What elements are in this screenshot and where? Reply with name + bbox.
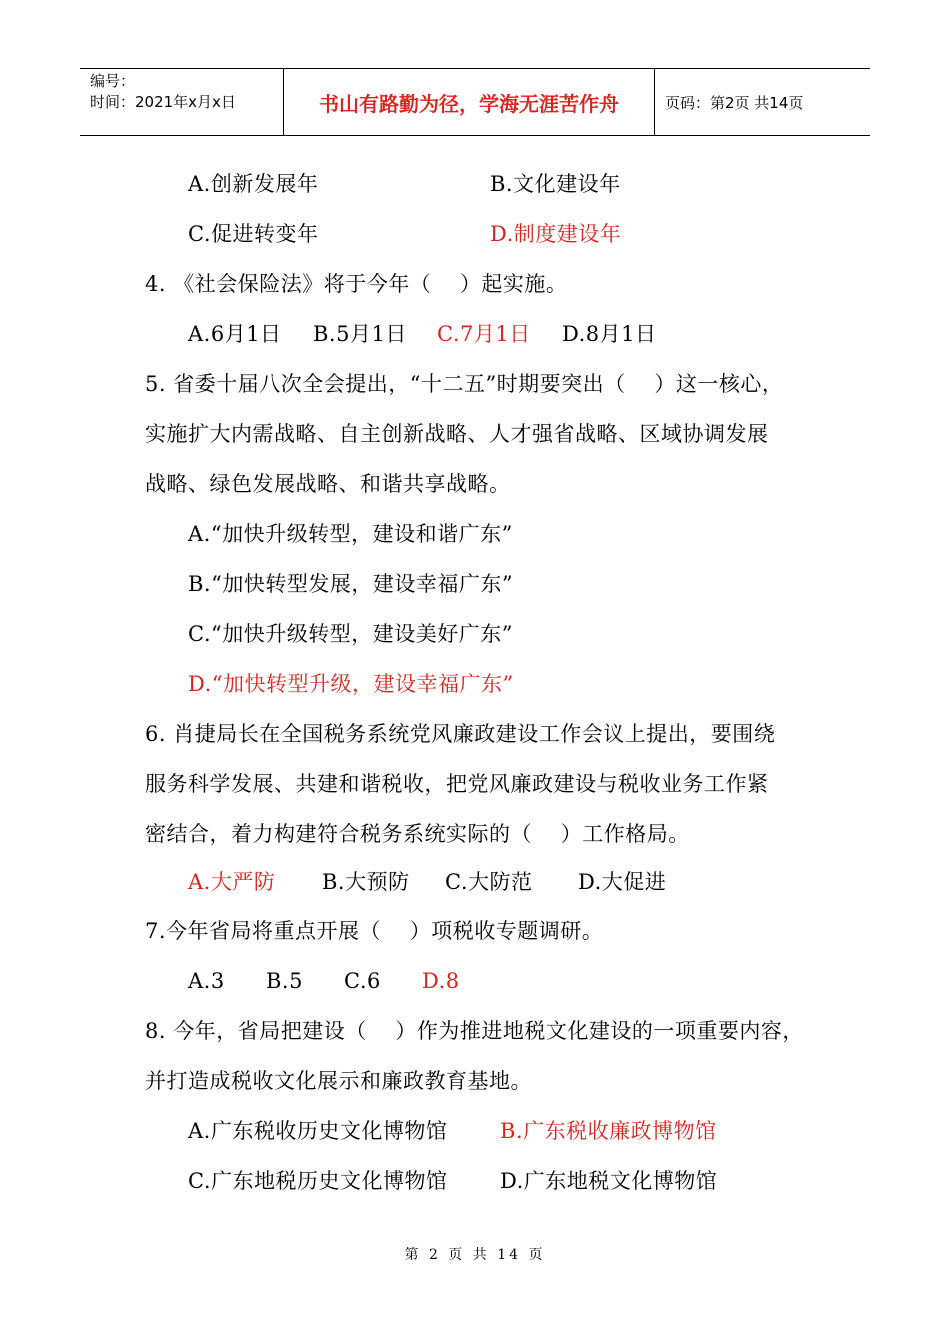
q8-opt-b: B.广东税收廉政博物馆 — [500, 1119, 717, 1143]
q8-opt-d: D.广东地税文化博物馆 — [500, 1169, 718, 1193]
q8-stem-2: 并打造成税收文化展示和廉政教育基地。 — [145, 1069, 532, 1093]
q3-opt-c: C.促进转变年 — [188, 222, 319, 246]
header-number-label: 编号： — [90, 72, 136, 90]
page-header — [80, 68, 870, 136]
q6-opt-b: B.大预防 — [322, 870, 410, 894]
q8-opt-c: C.广东地税历史文化博物馆 — [188, 1169, 448, 1193]
q4-opt-a: A.6月1日 — [188, 322, 282, 346]
header-meta — [80, 69, 283, 135]
q5-stem-2: 实施扩大内需战略、自主创新战略、人才强省战略、区域协调发展 — [145, 422, 769, 446]
q8-stem-1: 8. 今年，省局把建设（ ）作为推进地税文化建设的一项重要内容， — [145, 1019, 804, 1043]
q6-opt-a: A.大严防 — [188, 870, 276, 894]
q4-opt-d: D.8月1日 — [562, 322, 657, 346]
q4-opt-b: B.5月1日 — [313, 322, 407, 346]
q4-stem: 4. 《社会保险法》将于今年（ ）起实施。 — [145, 272, 568, 296]
q3-opt-a: A.创新发展年 — [188, 172, 319, 196]
q7-opt-d: D.8 — [422, 969, 460, 993]
q3-opt-d: D.制度建设年 — [490, 222, 622, 246]
q7-opt-c: C.6 — [344, 969, 381, 993]
q6-stem-2: 服务科学发展、共建和谐税收，把党风廉政建设与税收业务工作紧 — [145, 772, 769, 796]
header-motto: 书山有路勤为径，学海无涯苦作舟 — [283, 69, 655, 135]
q7-stem: 7.今年省局将重点开展（ ）项税收专题调研。 — [145, 919, 604, 943]
page-footer: 第 2 页 共 14 页 — [404, 1247, 546, 1263]
q6-stem-3: 密结合，着力构建符合税务系统实际的（ ）工作格局。 — [145, 822, 690, 846]
q4-opt-c: C.7月1日 — [437, 322, 531, 346]
q5-opt-a: A.“加快升级转型，建设和谐广东” — [188, 522, 513, 546]
q7-opt-a: A.3 — [188, 969, 225, 993]
q6-opt-c: C.大防范 — [445, 870, 533, 894]
q7-opt-b: B.5 — [266, 969, 303, 993]
q6-stem-1: 6. 肖捷局长在全国税务系统党风廉政建设工作会议上提出，要围绕 — [145, 722, 776, 746]
header-time-label: 时间：2021年x月x日 — [90, 93, 236, 111]
q5-opt-b: B.“加快转型发展，建设幸福广东” — [188, 572, 514, 596]
q3-opt-b: B.文化建设年 — [490, 172, 621, 196]
q5-opt-c: C.“加快升级转型，建设美好广东” — [188, 622, 513, 646]
q5-stem-1: 5. 省委十届八次全会提出，“十二五”时期要突出（ ）这一核心， — [145, 372, 784, 396]
q5-opt-d: D.“加快转型升级，建设幸福广东” — [188, 672, 514, 696]
q5-stem-3: 战略、绿色发展战略、和谐共享战略。 — [145, 472, 511, 496]
q8-opt-a: A.广东税收历史文化博物馆 — [188, 1119, 448, 1143]
header-page-label: 页码：第2页 共14页 — [665, 93, 804, 112]
q6-opt-d: D.大促进 — [578, 870, 667, 894]
